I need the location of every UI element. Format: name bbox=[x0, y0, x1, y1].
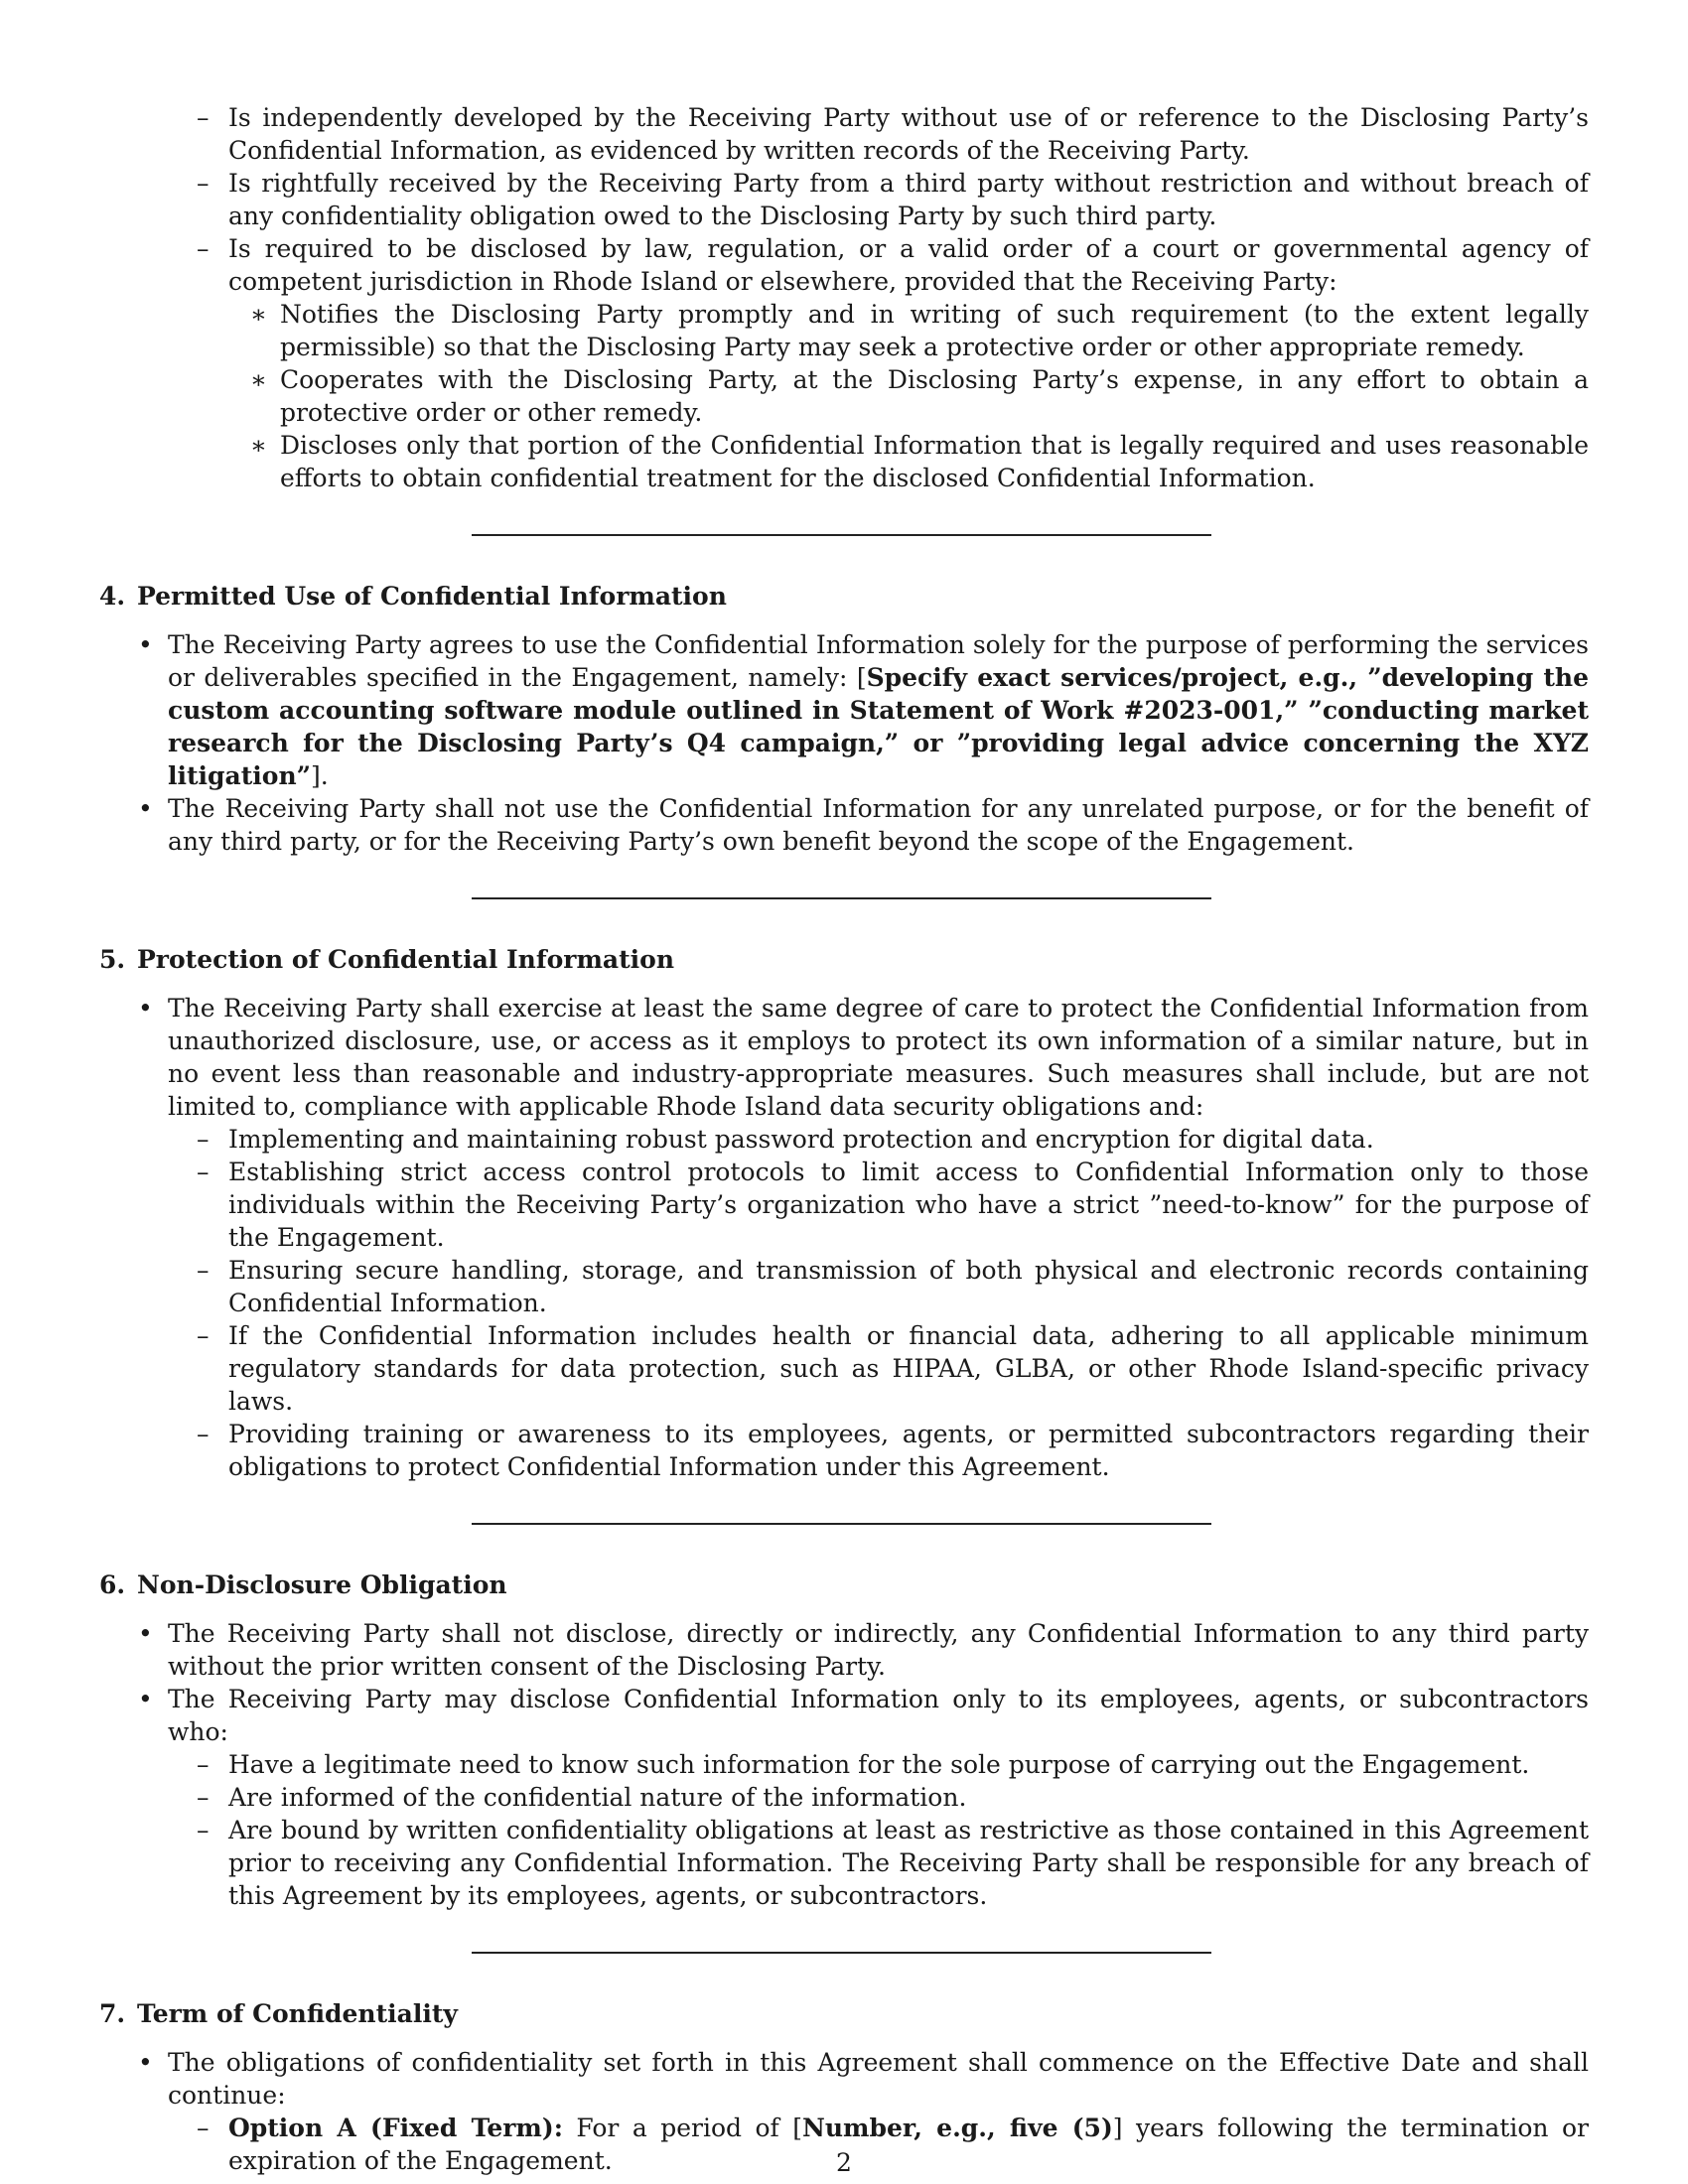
list-item: • The obligations of confidentiality set forth in this Agreement shall commence on the Effective Date and shall continue: – Option A (Fixed Term): For a period of [Number, e.g., five (5)] years following the termination or expiration of the Engagement. bbox=[138, 2048, 1589, 2175]
page-number: 2 bbox=[836, 2148, 852, 2177]
star-marker: ∗ bbox=[250, 300, 267, 329]
bullet-marker: • bbox=[138, 1619, 153, 1648]
list-item: – Have a legitimate need to know such information for the sole purpose of carrying out the Engagement. bbox=[197, 1750, 1530, 1779]
section-divider bbox=[472, 897, 1211, 899]
section-divider bbox=[472, 1952, 1211, 1954]
dash-marker: – bbox=[197, 2114, 210, 2142]
dash-marker: – bbox=[197, 1125, 210, 1154]
dash-marker: – bbox=[197, 234, 210, 263]
bullet-marker: • bbox=[138, 994, 153, 1023]
list-item: – Establishing strict access control protocols to limit access to Confidential Information only to those individuals within the Receiving Party’s organization who have a strict ”need-to-know” for the purpose of the Engagement. bbox=[197, 1158, 1589, 1252]
list-item: – Implementing and maintaining robust password protection and encryption for digital data. bbox=[197, 1125, 1374, 1154]
list-item: ∗ Cooperates with the Disclosing Party, at the Disclosing Party’s expense, in any effort to obtain a protective order or other remedy. bbox=[250, 365, 1589, 427]
bullet-marker: • bbox=[138, 794, 153, 823]
dash-marker: – bbox=[197, 1321, 210, 1350]
section-heading: 4. Permitted Use of Confidential Information bbox=[99, 582, 727, 611]
section-5-list bbox=[99, 992, 1589, 1483]
dash-marker: – bbox=[197, 1750, 210, 1779]
list-item: – Ensuring secure handling, storage, and transmission of both physical and electronic records containing Confidential Information. bbox=[197, 1256, 1589, 1317]
section-heading: 7. Term of Confidentiality bbox=[99, 1999, 458, 2028]
section-4-list bbox=[99, 628, 1589, 858]
list-item: – Is required to be disclosed by law, regulation, or a valid order of a court or governmental agency of competent jurisdiction in Rhode Island or elsewhere, provided that the Receiving Party: ∗ Notifies the Disclosing Party promptly and in writing of such requirement (to the extent legally permissible) so that the Disclosing Party may seek a protective order or other appropriate remedy. ∗ Cooperates with the Disclosing Party, at the Disclosing Party’s expense, in any effort to obtain a protective order or other remedy. ∗ Discloses only that portion of the Confidential Information that is legally required and uses reasonable efforts to obtain confidential treatment for the disclosed Confidential Information. bbox=[197, 234, 1589, 492]
permitted-recipients-list bbox=[168, 1748, 1589, 1912]
list-item: • The Receiving Party shall not disclose, directly or indirectly, any Confidential Information to any third party without the prior written consent of the Disclosing Party. bbox=[138, 1619, 1589, 1681]
list-item: – Are informed of the confidential nature of the information. bbox=[197, 1783, 967, 1812]
dash-marker: – bbox=[197, 103, 210, 132]
star-marker: ∗ bbox=[250, 431, 267, 460]
bullet-marker: • bbox=[138, 630, 153, 659]
section-divider bbox=[472, 1523, 1211, 1525]
bullet-marker: • bbox=[138, 1685, 153, 1713]
list-item: – Is rightfully received by the Receiving Party from a third party without restriction and without breach of any confidentiality obligation owed to the Disclosing Party by such third party. bbox=[197, 169, 1589, 230]
list-item: • The Receiving Party agrees to use the Confidential Information solely for the purpose of performing the services or deliverables specified in the Engagement, namely: [Specify exact services/project, e.g., ”developing the custom accounting software module outlined in Statement of Work #2023-001,” ”conducting market research for the Disclosing Party’s Q4 campaign,” or ”providing legal advice concerning the XYZ litigation”]. bbox=[138, 630, 1589, 790]
dash-marker: – bbox=[197, 1158, 210, 1186]
list-item: • The Receiving Party may disclose Confidential Information only to its employees, agents, or subcontractors who: – Have a legitimate need to know such information for the sole purpose of carrying out the Engagement. – Are informed of the confidential nature of the information. – Are bound by written confidentiality obligations at least as restrictive as those contained in this Agreement prior to receiving any Confidential Information. The Receiving Party shall be responsible for any breach of this Agreement by its employees, agents, or subcontractors. bbox=[138, 1685, 1589, 1910]
list-item: – If the Confidential Information includes health or financial data, adhering to all applicable minimum regulatory standards for data protection, such as HIPAA, GLBA, or other Rhode Island-specific privacy laws. bbox=[197, 1321, 1589, 1416]
list-item: – Providing training or awareness to its employees, agents, or permitted subcontractors regarding their obligations to protect Confidential Information under this Agreement. bbox=[197, 1420, 1589, 1481]
section-6-list bbox=[99, 1617, 1589, 1912]
dash-marker: – bbox=[197, 1256, 210, 1285]
exclusions-list bbox=[99, 101, 1589, 494]
document-page bbox=[99, 99, 1589, 2177]
list-item: – Is independently developed by the Receiving Party without use of or reference to the Disclosing Party’s Confidential Information, as evidenced by written records of the Receiving Party. bbox=[197, 103, 1589, 165]
section-heading: 5. Protection of Confidential Information bbox=[99, 945, 675, 974]
list-item: • The Receiving Party shall not use the Confidential Information for any unrelated purpose, or for the benefit of any third party, or for the Receiving Party’s own benefit beyond the scope of the Engagement. bbox=[138, 794, 1589, 856]
list-item: • The Receiving Party shall exercise at least the same degree of care to protect the Confidential Information from unauthorized disclosure, use, or access as it employs to protect its own information of a similar nature, but in no event less than reasonable and industry-appropriate measures. Such measures shall include, but are not limited to, compliance with applicable Rhode Island data security obligations and: – Implementing and maintaining robust password protection and encryption for digital data. – Establishing strict access control protocols to limit access to Confidential Information only to those individuals within the Receiving Party’s organization who have a strict ”need-to-know” for the purpose of the Engagement. – Ensuring secure handling, storage, and transmission of both physical and electronic records containing Confidential Information. – If the Confidential Information includes health or financial data, adhering to all applicable minimum regulatory standards for data protection, such as HIPAA, GLBA, or other Rhode Island-specific privacy laws. – Providing training or awareness to its employees, agents, or permitted subcontractors regarding their obligations to protect Confidential Information under this Agreement. bbox=[138, 994, 1589, 1481]
section-divider bbox=[472, 534, 1211, 536]
dash-marker: – bbox=[197, 1816, 210, 1844]
dash-marker: – bbox=[197, 1420, 210, 1448]
star-marker: ∗ bbox=[250, 365, 267, 394]
section-heading: 6. Non-Disclosure Obligation bbox=[99, 1570, 507, 1599]
list-item: – Are bound by written confidentiality obligations at least as restrictive as those contained in this Agreement prior to receiving any Confidential Information. The Receiving Party shall be responsible for any breach of this Agreement by its employees, agents, or subcontractors. bbox=[197, 1816, 1589, 1910]
dash-marker: – bbox=[197, 169, 210, 198]
list-item: ∗ Notifies the Disclosing Party promptly and in writing of such requirement (to the extent legally permissible) so that the Disclosing Party may seek a protective order or other appropriate remedy. bbox=[250, 300, 1589, 361]
dash-marker: – bbox=[197, 1783, 210, 1812]
protection-measures-list bbox=[168, 1123, 1589, 1483]
bullet-marker: • bbox=[138, 2048, 153, 2077]
list-item: – Option A (Fixed Term): For a period of [Number, e.g., five (5)] years following the termination or expiration of the Engagement. bbox=[197, 2114, 1589, 2175]
list-item: ∗ Discloses only that portion of the Confidential Information that is legally required and uses reasonable efforts to obtain confidential treatment for the disclosed Confidential Information. bbox=[250, 431, 1589, 492]
disclosure-conditions-list bbox=[228, 298, 1589, 494]
